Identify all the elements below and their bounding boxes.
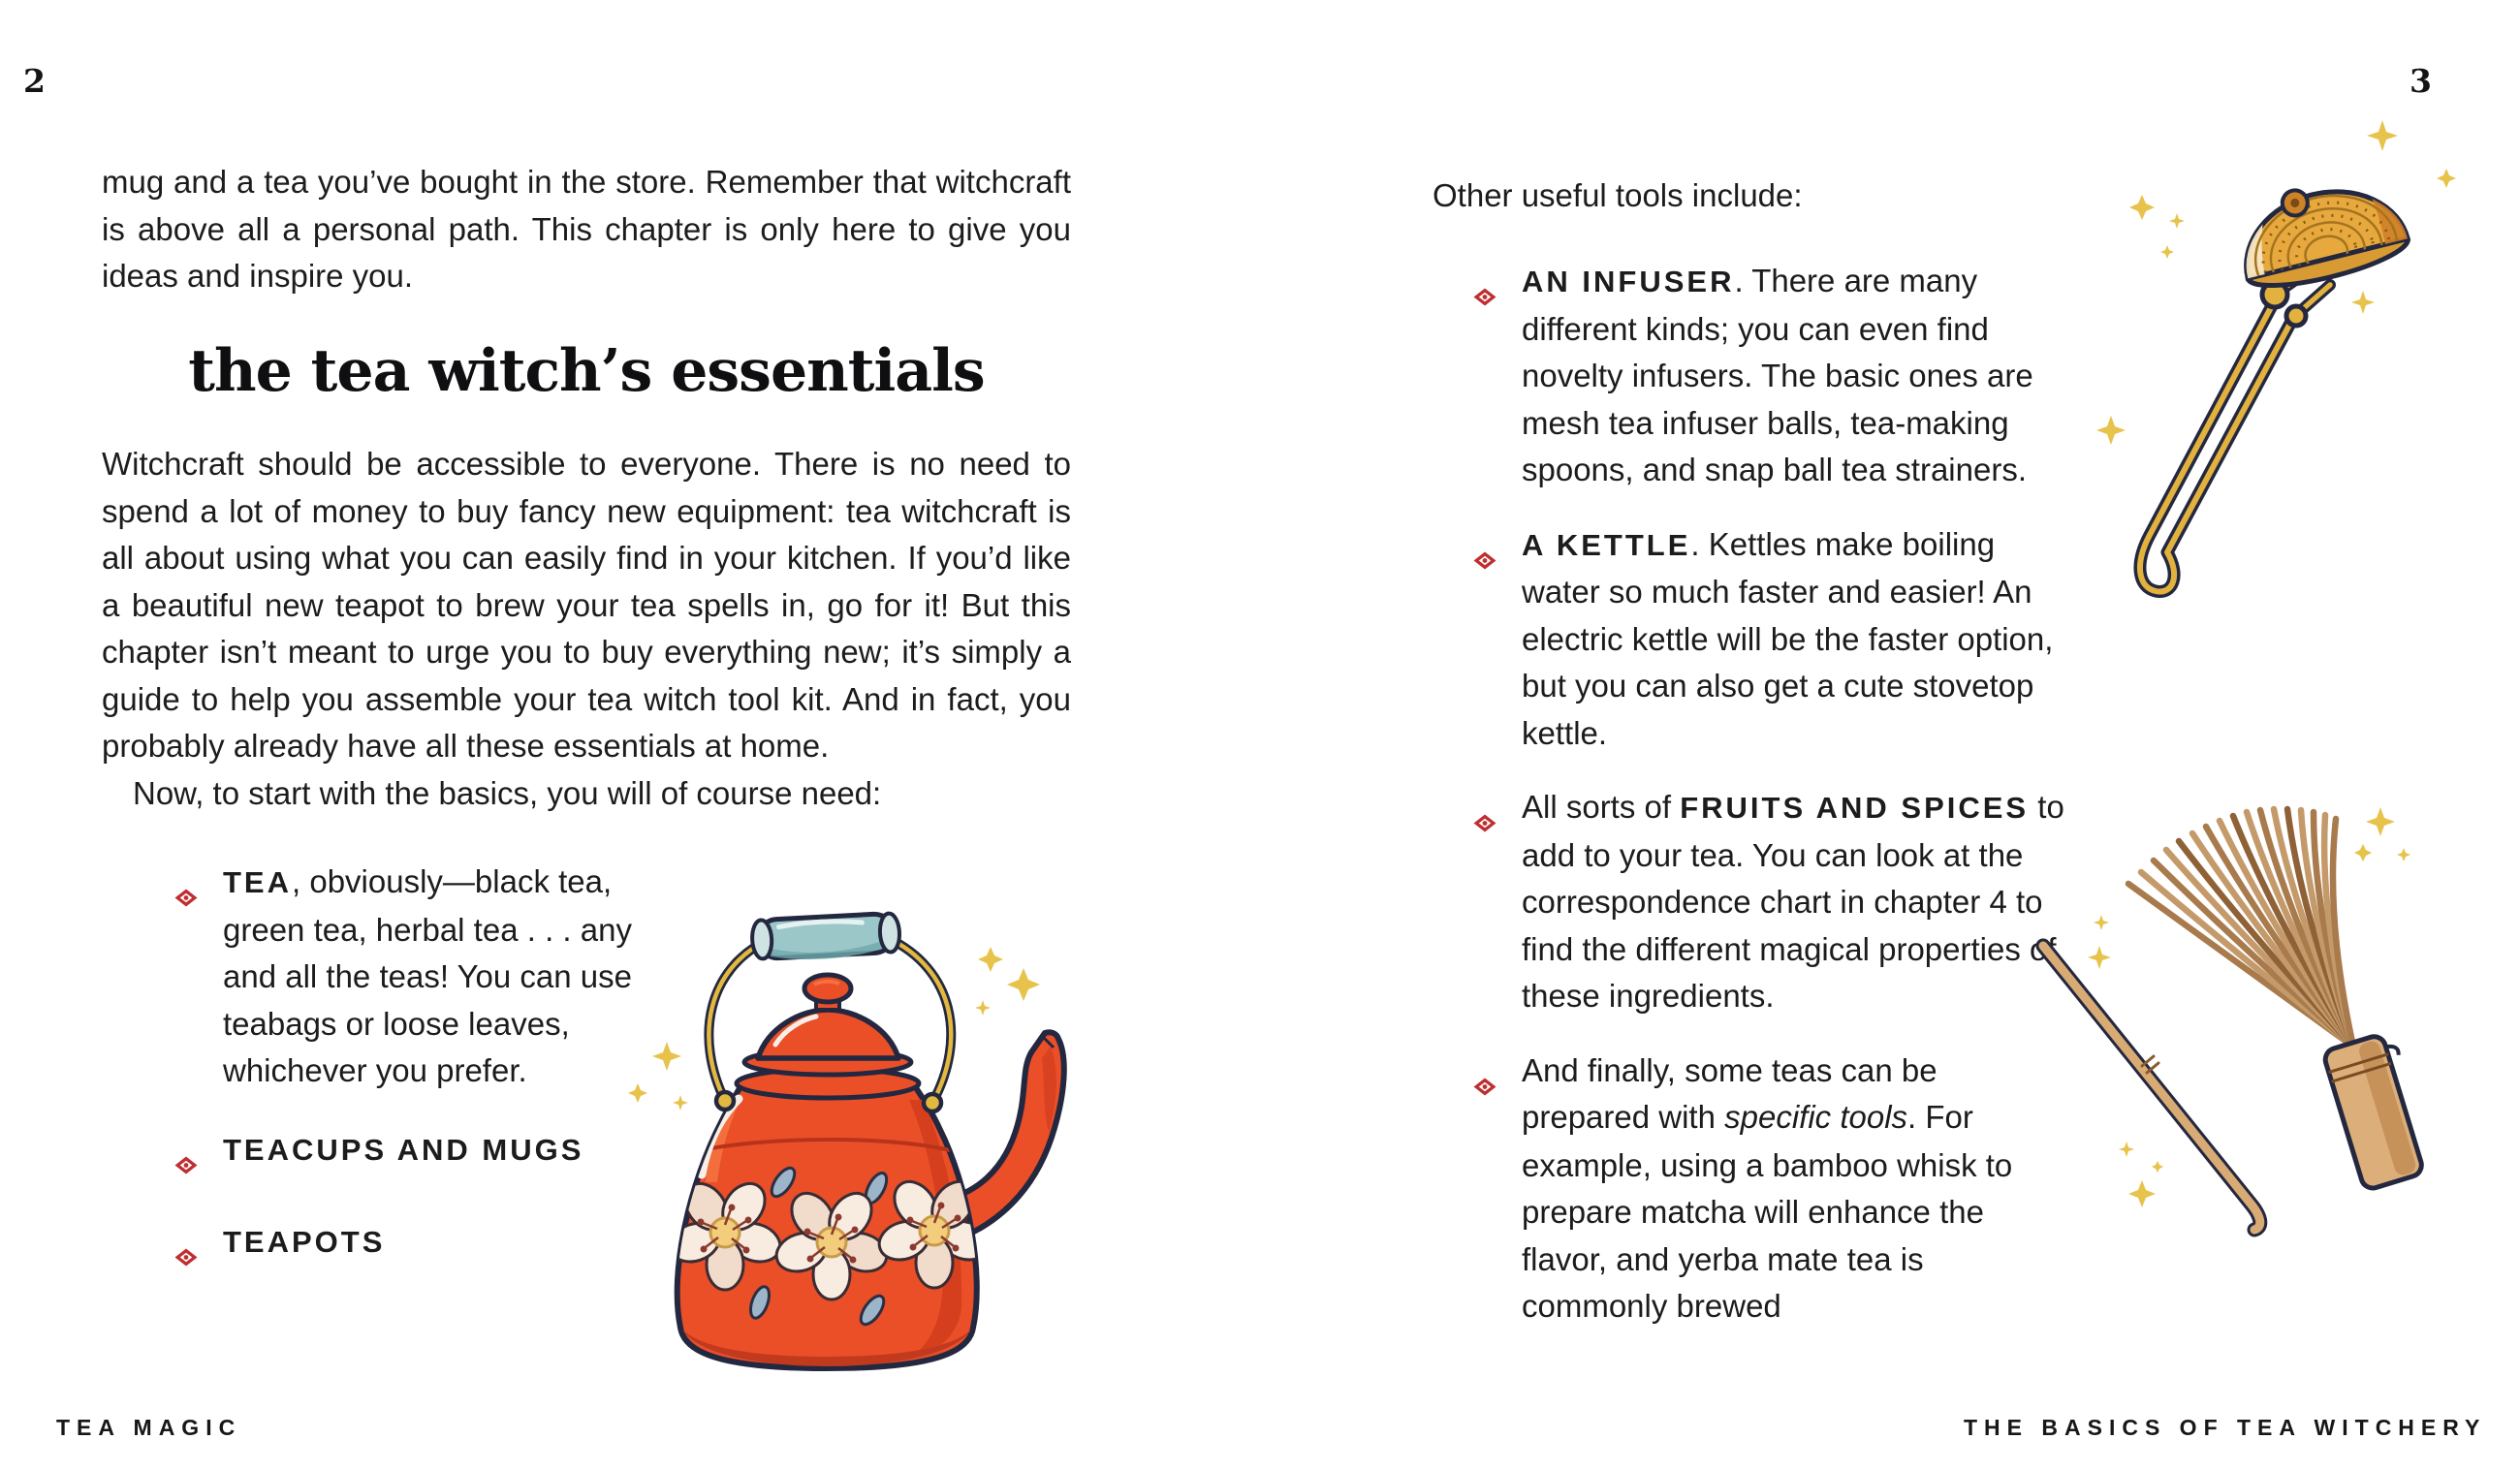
tools-intro-line: Other useful tools include: <box>1433 177 1803 213</box>
body-text-block <box>102 441 1071 817</box>
whisk-tines <box>2128 809 2353 1047</box>
chapter-heading: the tea witch’s essentials <box>188 337 985 405</box>
list-lead-in: Now, to start with the basics, you will of course need: <box>133 774 882 811</box>
bullet-text <box>223 1126 583 1188</box>
bullet-lead: TEA <box>223 865 292 899</box>
page-number-left: 2 <box>23 62 46 100</box>
bullet-text: AN INFUSER. There are many different kinds; you can even find novelty infusers. The basic ones are mesh tea infuser balls, tea-making spoons, and snap ball tea strainers. <box>1522 263 2033 487</box>
diamond-bullet-icon <box>1473 521 1496 758</box>
bullet-text <box>223 1218 385 1280</box>
kettle-rim-and-lid <box>737 975 919 1098</box>
diamond-bullet-icon <box>174 859 198 1095</box>
list-item <box>174 859 634 1095</box>
diamond-bullet-icon <box>1473 1048 1496 1330</box>
diamond-bullet-icon <box>174 1126 198 1188</box>
running-footer-left: TEA MAGIC <box>56 1415 242 1440</box>
bamboo-scoop <box>2043 946 2260 1230</box>
matcha-whisk-illustration <box>2012 804 2516 1352</box>
bullet-text: A KETTLE. Kettles make boiling water so much faster and easier! An electric kettle will be the faster option, but you can also get a cute stovetop kettle. <box>1522 525 2054 751</box>
bullet-text: All sorts of FRUITS AND SPICES to add to your tea. You can look at the correspondence chart in chapter 4 to find the different magical properties of these ingredients. <box>1522 789 2064 1014</box>
running-footer-right: THE BASICS OF TEA WITCHERY <box>1964 1415 2487 1440</box>
right-page-bullet-list <box>1473 258 2068 1358</box>
list-item <box>174 1126 634 1188</box>
list-item <box>1473 258 2068 494</box>
list-item <box>174 1218 634 1280</box>
diamond-bullet-icon <box>1473 258 1496 494</box>
tea-infuser-illustration <box>2072 109 2518 753</box>
diamond-bullet-icon <box>174 1218 198 1280</box>
kettle-illustration <box>613 892 1194 1415</box>
left-page-bullet-list <box>174 859 634 1311</box>
diamond-bullet-icon <box>1473 784 1496 1020</box>
bullet-lead: TEACUPS AND MUGS <box>223 1132 584 1167</box>
bullet-text: TEA, obviously—black tea, green tea, herbal tea . . . any and all the teas! You can use teabags or loose leaves, whichever you prefer. <box>223 863 633 1088</box>
list-item <box>1473 1048 2068 1330</box>
bullet-lead: TEAPOTS <box>223 1225 386 1259</box>
bullet-text: And finally, some teas can be prepared with specific tools. For example, using a bamboo whisk to prepare matcha will enhance the flavor, and yerba mate tea is commonly brewed <box>1522 1051 2013 1324</box>
bullet-lead: A KETTLE <box>1522 527 1691 562</box>
kettle-handle-grip <box>751 913 900 962</box>
list-item <box>1473 521 2068 758</box>
whisk-handle <box>2322 1031 2434 1191</box>
body-paragraph: Witchcraft should be accessible to everyone. There is no need to spend a lot of money to buy fancy new equipment: tea witchcraft is all about using what you can easily find in your kitchen. If you’d like a beautiful new teapot to brew your tea spells in, go for it! But this chapter isn’t meant to urge you to buy everything new; it’s simply a guide to help you assemble your tea witch tool kit. And in fact, you probably already have all these essentials at home. <box>102 446 1071 764</box>
list-item <box>1473 784 2068 1020</box>
intro-paragraph: mug and a tea you’ve bought in the store. Remember that witchcraft is above all a personal path. This chapter is only here to give you ideas and inspire you. <box>102 164 1071 294</box>
page-number-right: 3 <box>2410 62 2432 100</box>
bullet-lead: FRUITS AND SPICES <box>1680 791 2030 825</box>
bullet-lead: AN INFUSER <box>1522 265 1735 298</box>
